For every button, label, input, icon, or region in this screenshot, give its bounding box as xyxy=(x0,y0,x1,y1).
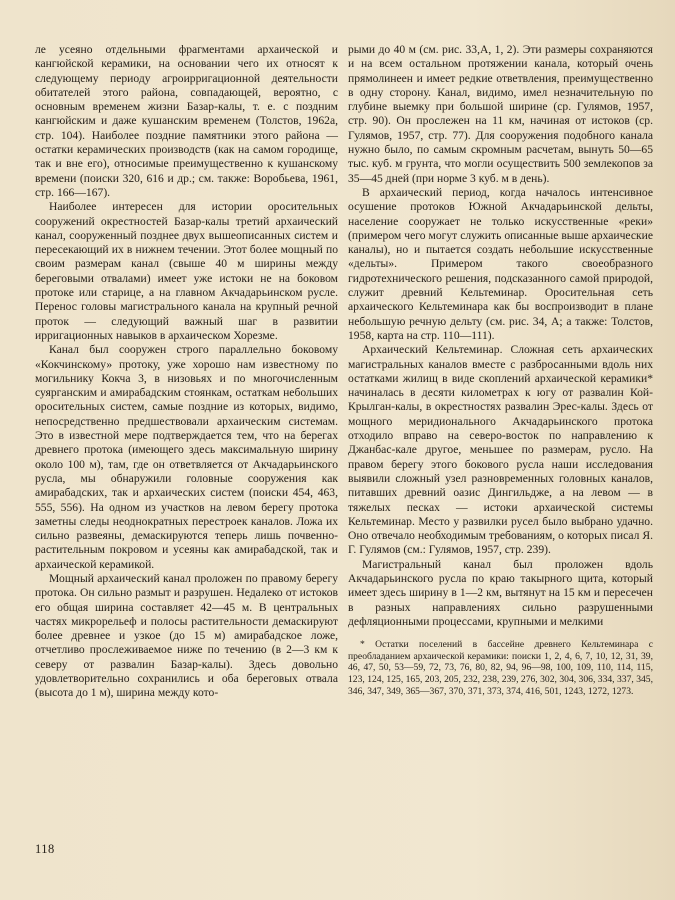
paragraph: рыми до 40 м (см. рис. 33,А, 1, 2). Эти размеры сохраняются и на всем остальном протяжении канала, который очень прямолинеен и имеет редкие ответвления, преимущественно в одну сторону. Канал, видимо, имел незначительную по глубине выемку при большой ширине (ср. Гулямов, 1957, стр. 90). Он прослежен на 11 км, начиная от истоков (ср. Гулямов, 1957, стр. 77). Для сооружения подобного канала нужно было, по самым скромным расчетам, вынуть 50—65 тыс. куб. м грунта, что могли осуществить 500 землекопов за 35—45 дней (при норме 3 куб. м в день). xyxy=(348,43,653,185)
footnote-text: * Остатки поселений в бассейне древнего Кельтеминара с преобладанием архаической керамики: поиски 1, 2, 4, 6, 7, 10, 12, 31, 39, 46, 47, 50, 53—59, 72, 73, 76, 80, 82, 94, 96—98, 100, 109, 110, 114, 115, 123, 124, 125, 165, 203, 205, 232, 238, 239, 276, 302, 304, 306, 334, 337, 345, 346, 347, 349, 365—367, 370, 371, 373, 374, 416, 501, 1243, 1272, 1273. xyxy=(348,639,653,697)
paragraph: Мощный архаический канал проложен по правому берегу протока. Он сильно размыт и разрушен. Недалеко от истоков его общая ширина составляет 42—45 м. В центральных частях микрорельеф и полосы растительности демаскируют более древнее и узкое (до 15 м) амирабадское ложе, отчетливо прослеживаемое ниже по течению (в 2—3 км к северу от развалин Базар-калы). Здесь довольно удовлетворительно сохранились и оба береговых отвала (высота до 1 м), ширина между кото- xyxy=(35,571,338,700)
paragraph: Канал был сооружен строго параллельно боковому «Кокчинскому» протоку, уже хорошо нам известному по могильнику Кокча 3, в низовьях и по многочисленным суярганским и амирабадским стоянкам, остаткам небольших оросительных систем, самые поздние из которых, видимо, непосредственно предшествовали архаическим системам. Это в известной мере подтверждается тем, что на берегах древнего протока (имеющего здесь максимальную ширину около 100 м), там, где он ответвляется от Акчадарьинского русла, мы обнаружили головные сооружения как амирабадских, так и архаических систем (поиски 454, 463, 555, 556). На одном из участков на левом берегу протока заметны следы неоднократных перестроек каналов. Ложа их сильно развеяны, демаскируются теперь лишь почвенно-растительным покровом и усеяны как амирабадской, так и архаической керамикой. xyxy=(35,343,338,571)
paragraph: Архаический Кельтеминар. Сложная сеть архаических магистральных каналов вместе с разбросанными вдоль них остатками жилищ в виде скоплений архаической керамики* начиналась в десяти километрах к югу от развалин Кой-Крылган-калы, в окрестностях развалин Эрес-калы. Здесь от мощного меридионального Акчадарьинского протока отходило вправо на северо-восток по направлению к Джанбас-кале другое, меньшее по размерам, русло. На правом берегу этого бокового русла наши исследования выявили сложный узел разновременных головных каналов, питавших древний оазис Дингильдже, а на левом — в тяжелых песках — истоки архаической системы Кельтеминар. Место у развилки русел было выбрано удачно. Оно отвечало необходимым требованиям, о которых писал Я. Г. Гулямов (см.: Гулямов, 1957, стр. 239). xyxy=(348,343,653,557)
footnote xyxy=(348,635,653,697)
paragraph: ле усеяно отдельными фрагментами архаической и кангюйской керамики, на основании чего их относят к следующему периоду агроирригационной деятельности обитателей этого района, совпадающей, вероятно, с основным временем жизни Базар-калы, т. е. с поздним кангюйским и даже кушанским временем (Толстов, 1962а, стр. 104). Наиболее поздние памятники этого района — остатки керамических производств (как на самом городище, так и вне его), относимые преимущественно к кушанскому времени (поиски 320, 616 и др.; см. также: Воробьева, 1961, стр. 166—167). xyxy=(35,43,338,199)
left-column xyxy=(35,43,338,701)
paragraph: Наиболее интересен для истории оросительных сооружений окрестностей Базар-калы третий архаический канал, сооруженный позднее двух вышеописанных систем и пересекающий их в нижнем течении. Этот более мощный по своим размерам канал (свыше 40 м ширины между береговыми отвалами) имеет уже истоки не на боковом протоке или старице, а на главном Акчадарьинском русле. Перенос головы магистрального канала на крупный речной проток — следующий важный шаг в развитии ирригационных навыков в архаическом Хорезме. xyxy=(35,200,338,342)
page-number: 118 xyxy=(35,842,55,856)
right-column xyxy=(348,43,653,697)
paragraph: В архаический период, когда началось интенсивное осушение протоков Южной Акчадарьинской дельты, население сооружает не только искусственные «реки» (примером чего могут служить описанные выше архаические каналы), но и пытается создать небольшие искусственные «дельты». Примером такого своеобразного гидротехнического решения, подсказанного самой природой, служит древний Кельтеминар. Оросительная сеть архаического Кельтеминара как бы воспроизводит в плане небольшую речную дельту (см. рис. 34, А; а также: Толстов, 1958, карта на стр. 110—111). xyxy=(348,185,653,342)
paragraph: Магистральный канал был проложен вдоль Акчадарьинского русла по краю такырного щита, который имеет здесь ширину в 1—2 км, вытянут на 15 км и пересечен в разных направлениях сильно разрушенными дефляционными процессами, крупными и мелкими xyxy=(348,557,653,628)
